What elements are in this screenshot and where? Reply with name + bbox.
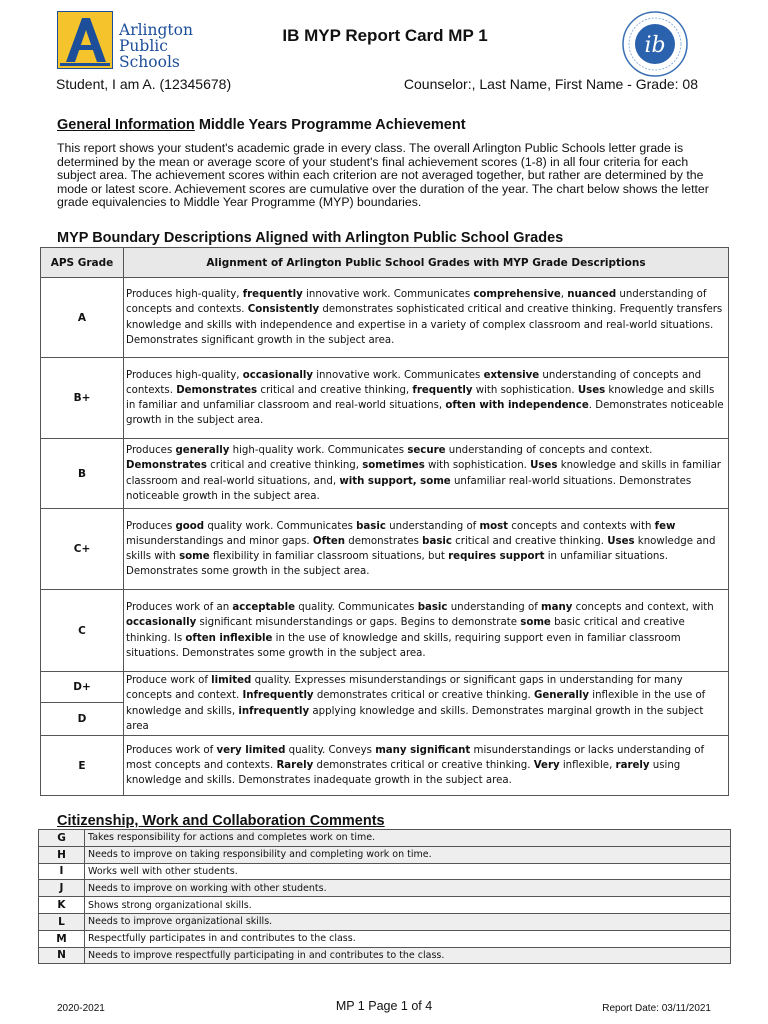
description-text: in the use of knowledge and skills, requiring support even in familiar classroom situations. Demonstrates some growth in the subject area. [126,632,681,659]
description-emphasis: rarely [615,759,650,771]
description-text: misunderstandings or lacks understanding of most concepts and contexts. [126,744,705,771]
student-name: Student, I am A. (12345678) [56,76,232,92]
comment-code: N [39,947,85,964]
grade-cell: A [41,278,124,358]
comment-code: I [39,863,85,880]
citizenship-row [39,947,731,964]
description-emphasis: basic [422,535,452,547]
description-text: with sophistication. [424,460,531,472]
description-emphasis: some [520,617,551,629]
grade-description [124,590,729,672]
description-text: unfamiliar real-world situations. Demonstrates noticeable growth in the subject area. [126,475,692,502]
description-emphasis: some [179,551,210,562]
description-text: quality work. Communicates [204,520,357,532]
citizenship-row [39,880,731,897]
description-text: demonstrates critical or creative thinking. [313,690,535,702]
description-text: demonstrates sophisticated critical and creative thinking. Frequently transfers knowledge and skills with independence and expertise in a variety of complex classroom and real-world situations. Demonstrates significant growth in the subject area. [126,304,723,346]
col-header-grade: APS Grade [41,248,124,278]
description-emphasis: sometimes [362,460,425,472]
comment-text: Needs to improve on taking responsibility and completing work on time. [85,846,731,863]
description-text: quality. Conveys [285,744,376,756]
description-emphasis: Uses [530,460,558,472]
description-text: quality. Communicates [294,602,418,614]
description-emphasis: nuanced [567,289,617,301]
grade-cell: D+ [41,672,124,703]
description-emphasis: many [541,602,573,614]
citizenship-row [39,930,731,947]
logo-line-2: Public [119,37,168,55]
grade-cell: B+ [41,358,124,439]
comment-text: Respectfully participates in and contributes to the class. [85,930,731,947]
description-emphasis: few [654,520,676,532]
comment-text: Needs to improve on working with other students. [85,880,731,897]
description-emphasis: Rarely [276,759,314,771]
description-emphasis: Infrequently [242,690,314,702]
comment-code: K [39,897,85,914]
description-text: in unfamiliar situations. Demonstrates some growth in the subject area. [126,551,668,578]
description-emphasis: Uses [607,535,635,547]
description-emphasis: requires support [448,551,545,562]
description-emphasis: comprehensive [473,289,561,301]
description-emphasis: good [175,520,205,532]
ib-logo-text: ib [644,33,666,58]
comment-code: G [39,830,85,847]
description-emphasis: frequently [242,289,303,301]
description-emphasis: generally [175,445,230,457]
description-text: , [560,289,568,301]
comment-code: M [39,930,85,947]
comment-text: Works well with other students. [85,863,731,880]
citizenship-row [39,897,731,914]
comment-text: Takes responsibility for actions and completes work on time. [85,830,731,847]
boundary-row [41,672,729,703]
general-info-heading [57,117,466,133]
description-text: understanding of [385,520,480,532]
description-emphasis: Demonstrates [126,460,207,472]
boundary-row [41,736,729,796]
description-emphasis: secure [407,445,446,457]
description-text: Produces work of an [126,602,233,614]
description-text: understanding of [447,602,542,614]
grade-cell: B [41,439,124,509]
comment-code: H [39,846,85,863]
description-text: demonstrates critical or creative thinking. [313,759,534,771]
description-text: critical and creative thinking. [451,535,608,547]
col-header-alignment: Alignment of Arlington Public School Grades with MYP Grade Descriptions [124,248,729,278]
report-date: Report Date: 03/11/2021 [602,1003,711,1014]
boundary-row [41,590,729,672]
description-text: Produces work of [126,744,217,756]
description-text: understanding of concepts and contexts. [126,369,702,396]
description-emphasis: often inflexible [185,632,273,644]
grade-description [124,358,729,439]
description-text: . Demonstrates noticeable growth in the subject area. [126,400,724,427]
description-text: inflexible, [559,759,616,771]
citizenship-table [38,829,731,964]
general-info-text: This report shows your student's academic grade in every class. The overall Arlington Public Schools letter grade is determined by the mean or average score of your student's final achievement scores (1-8) in all four criteria for each subject area. The achievement scores within each criterion are not averaged together, but rather are determined by the mode or latest score. Achievement scores are cumulative over the duration of the year. The chart below shows the letter grade equivalencies to Middle Year Programme (MYP) boundaries. [57,141,709,209]
citizenship-row [39,830,731,847]
grade-description [124,439,729,509]
school-year: 2020-2021 [57,1003,105,1014]
description-text: critical and creative thinking, [206,460,363,472]
grade-description [124,509,729,590]
description-text: Produces high-quality, [126,289,243,301]
description-text: Produce work of [126,675,212,687]
counselor-info: Counselor:, Last Name, First Name - Grade: 08 [403,76,698,92]
grade-description [124,736,729,796]
boundary-row [41,509,729,590]
description-emphasis: Demonstrates [176,384,258,396]
description-text: concepts and context, with [572,602,714,614]
comment-code: J [39,880,85,897]
description-emphasis: most [479,520,509,532]
description-text: knowledge and skills with [126,535,716,562]
description-emphasis: frequently [412,384,473,396]
description-text: Produces [126,520,176,532]
general-info-heading-label: General Information [57,117,195,133]
boundary-heading: MYP Boundary Descriptions Aligned with Arlington Public School Grades [57,230,564,246]
logo-line-1: Arlington [119,21,193,39]
description-emphasis: infrequently [238,705,310,717]
comment-text: Shows strong organizational skills. [85,897,731,914]
description-text: knowledge and skills in familiar classroom and real-world situations, and, [126,460,722,487]
description-text: innovative work. Communicates [312,369,484,381]
comment-text: Needs to improve organizational skills. [85,913,731,930]
boundary-row [41,439,729,509]
grade-description [124,672,729,736]
description-emphasis: many significant [375,744,471,756]
description-emphasis: basic [356,520,386,532]
citizenship-heading: Citizenship, Work and Collaboration Comments [57,813,385,829]
grade-cell: E [41,736,124,796]
boundary-table [40,247,729,796]
description-text: concepts and contexts with [508,520,655,532]
description-text: knowledge and skills in familiar and unfamiliar classroom and real-world situations, [126,384,715,411]
description-emphasis: occasionally [242,369,313,381]
description-text: understanding of concepts and context. [445,445,653,457]
page-title-text: IB MYP Report Card MP 1 [282,26,488,45]
ib-logo [621,10,689,78]
description-text: innovative work. Communicates [302,289,474,301]
description-text: using knowledge and skills. Demonstrates inadequate growth in the subject area. [126,759,681,787]
boundary-row [41,358,729,439]
comment-text: Needs to improve respectfully participating in and contributes to the class. [85,947,731,964]
description-emphasis: limited [211,675,252,687]
description-text: quality. Expresses misunderstandings or significant gaps in understanding for many concepts and context. [126,675,683,702]
description-text: understanding of concepts and contexts. [126,289,707,316]
boundary-row [41,278,729,358]
description-emphasis: basic [417,602,448,614]
citizenship-row [39,913,731,930]
description-text: significant misunderstandings or gaps. Begins to demonstrate [196,617,521,629]
description-emphasis: acceptable [232,602,295,614]
page-number: MP 1 Page 1 of 4 [335,999,433,1013]
description-text: misunderstandings and minor gaps. [126,535,313,547]
citizenship-row [39,863,731,880]
grade-description [124,278,729,358]
description-text: flexibility in familiar classroom situations, but [209,551,449,562]
grade-cell: C [41,590,124,672]
description-text: Produces [126,445,176,457]
description-text: critical and creative thinking, [257,384,413,396]
description-text: applying knowledge and skills. Demonstrates marginal growth in the subject area [126,705,704,732]
description-text: with sophistication. [472,384,578,396]
comment-code: L [39,913,85,930]
description-emphasis: Generally [534,690,589,702]
description-emphasis: Consistently [247,304,320,316]
description-emphasis: often with independence [445,400,589,411]
description-emphasis: Often [312,535,346,547]
description-emphasis: very limited [216,744,286,756]
description-emphasis: with support, some [339,475,451,487]
description-emphasis: extensive [483,369,540,381]
description-text: high-quality work. Communicates [229,445,408,457]
description-text: inflexible in the use of knowledge and skills, [126,690,706,717]
grade-cell: C+ [41,509,124,590]
logo-line-3: Schools [119,53,180,71]
description-emphasis: Uses [577,384,606,396]
description-emphasis: occasionally [126,617,197,629]
citizenship-row [39,846,731,863]
description-text: demonstrates [345,535,423,547]
grade-cell: D [41,703,124,736]
boundary-table-header [41,248,729,278]
description-text: Produces high-quality, [126,369,243,381]
description-text: basic critical and creative thinking. Is [126,617,685,644]
description-emphasis: Very [533,759,560,771]
general-info-heading-rest: Middle Years Programme Achievement [198,117,466,133]
